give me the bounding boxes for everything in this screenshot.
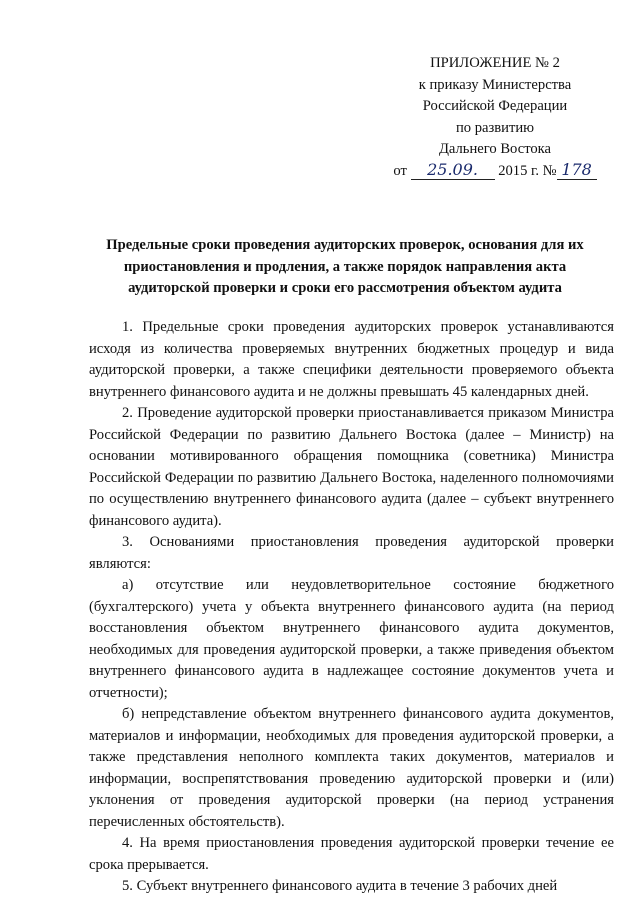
paragraph-4: 4. На время приостановления проведения аудиторской проверки течение ее срока прерывается. [89,835,614,873]
paragraph-2: 2. Проведение аудиторской проверки приостанавливается приказом Министра Российской Федерации по развитию Дальнего Востока (далее – Министр) на основании мотивированного обращения помощника (советника) Министра Российской Федерации по развитию Дальнего Востока, наделенного полномочиями по осуществлению внутреннего финансового аудита (далее – субъект внутреннего финансового аудита). [89,405,614,529]
handwritten-date: 25.09. [427,159,478,179]
annex-date-line [360,161,630,183]
paragraph-1: 1. Предельные сроки проведения аудиторских проверок устанавливаются исходя из количества проверяемых внутренних бюджетных процедур и вида аудиторской проверки, а также специфики деятельности проверяемого объекта внутреннего финансового аудита и не должны превышать 45 календарных дней. [89,319,614,400]
annex-header [360,53,630,182]
paragraph-3b: б) непредставление объектом внутреннего финансового аудита документов, материалов и информации, необходимых для проведения аудиторской проверки, а также представления неполного комплекта таких документов, материалов и информации, воспрепятствования проведению аудиторской проверки и (или) уклонения от проведения аудиторской проверки (на период устранения перечисленных обстоятельств). [89,706,614,830]
annex-line: к приказу Министерства [418,76,572,93]
date-prefix: от [393,162,407,179]
annex-line: по развитию [455,119,535,136]
document-body [89,317,614,898]
paragraph-3: 3. Основаниями приостановления проведения аудиторской проверки являются: [89,534,614,572]
annex-line: Дальнего Востока [438,141,552,157]
handwritten-date-field [411,159,495,180]
document-title: Предельные сроки проведения аудиторских проверок, основания для их приостановления и продления, а также порядок направления акта аудиторской проверки и сроки его рассмотрения объектом аудита [106,237,584,296]
annex-line: ПРИЛОЖЕНИЕ № 2 [430,55,560,71]
year-number-text: 2015 г. № [498,162,557,179]
handwritten-number-field [557,159,597,180]
paragraph-5: 5. Субъект внутреннего финансового аудита в течение 3 рабочих дней [122,878,558,894]
handwritten-number: 178 [561,159,592,179]
paragraph-3a: а) отсутствие или неудовлетворительное состояние бюджетного (бухгалтерского) учета у объекта внутреннего финансового аудита (на период восстановления объектом внутреннего финансового аудита документов, необходимых для проведения аудиторской проверки, а также приведения объектом внутреннего финансового аудита в надлежащее состояние документов учета и отчетности); [89,577,614,701]
annex-line: Российской Федерации [422,98,568,114]
